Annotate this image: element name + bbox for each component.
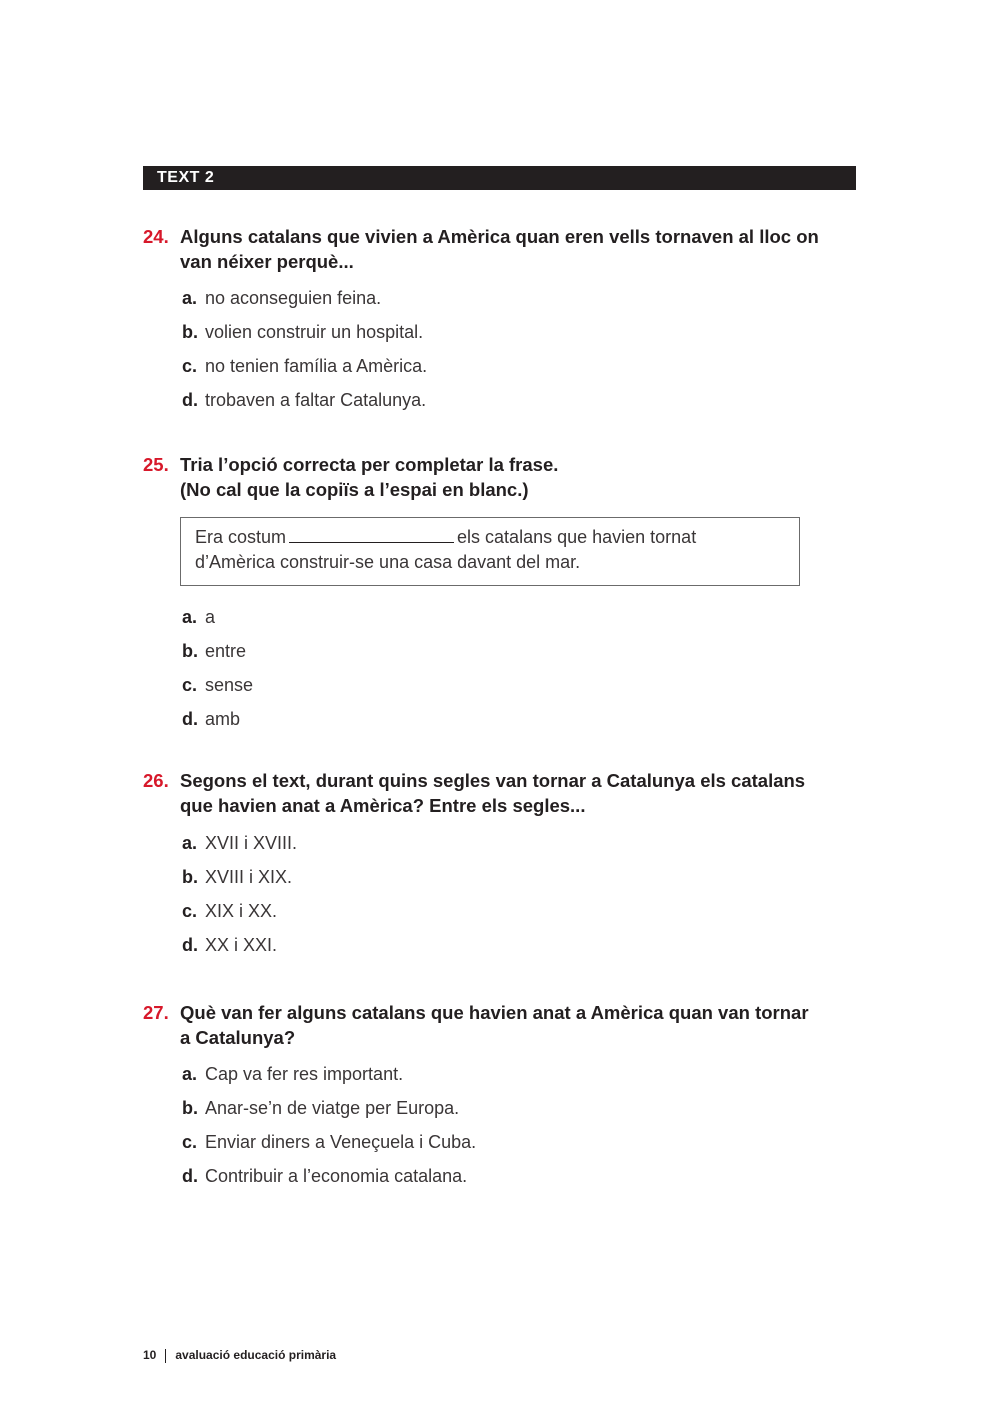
question-text-line-1: Què van fer alguns catalans que havien anat a Amèrica quan van tornar [180,1002,809,1023]
question-25 [143,452,863,736]
sentence-line-1 [195,525,785,550]
option-text: sense [205,675,254,695]
option-d[interactable] [182,928,863,962]
question-27 [143,1000,863,1193]
option-letter: a. [182,833,198,853]
question-text-line-1: Alguns catalans que vivien a Amèrica quan eren vells tornaven al lloc on [180,226,819,247]
question-heading [143,768,863,818]
option-text: XX i XXI. [205,935,278,955]
option-letter: d. [182,935,198,955]
sentence-after: els catalans que havien tornat [457,527,697,547]
option-a[interactable] [182,600,863,634]
options-list [143,826,863,962]
option-c[interactable] [182,349,863,383]
question-heading [143,452,863,502]
option-c[interactable] [182,1125,863,1159]
option-letter: d. [182,390,198,410]
question-text-line-2: van néixer perquè... [180,251,354,272]
option-text: XIX i XX. [205,901,278,921]
question-24 [143,224,863,417]
option-letter: b. [182,867,198,887]
page-number: 10 [143,1348,157,1362]
question-number: 26. [143,770,169,791]
option-text: trobaven a faltar Catalunya. [205,390,427,410]
option-letter: c. [182,675,198,695]
option-d[interactable] [182,383,863,417]
section-title: TEXT 2 [157,169,215,186]
question-number: 24. [143,226,169,247]
option-a[interactable] [182,826,863,860]
question-number: 27. [143,1002,169,1023]
option-text: Contribuir a l’economia catalana. [205,1166,468,1186]
option-letter: a. [182,607,198,627]
option-letter: c. [182,356,198,376]
options-list [143,281,863,417]
option-b[interactable] [182,1091,863,1125]
question-text-line-1: Segons el text, durant quins segles van tornar a Catalunya els catalans [180,770,806,791]
option-letter: a. [182,1064,198,1084]
option-b[interactable] [182,634,863,668]
option-text: no aconseguien feina. [205,288,382,308]
page-footer [143,1348,336,1363]
option-text: entre [205,641,247,661]
option-text: XVIII i XIX. [205,867,293,887]
option-text: volien construir un hospital. [205,322,424,342]
fill-blank [289,526,454,543]
sentence-line-2: d’Amèrica construir-se una casa davant del mar. [195,552,581,572]
question-text-line-1: Tria l’opció correcta per completar la frase. [180,454,559,475]
question-text-line-2: a Catalunya? [180,1027,296,1048]
option-letter: b. [182,641,198,661]
option-letter: d. [182,1166,198,1186]
question-number: 25. [143,454,169,475]
option-text: no tenien família a Amèrica. [205,356,428,376]
option-d[interactable] [182,702,863,736]
option-b[interactable] [182,315,863,349]
option-letter: c. [182,1132,198,1152]
sentence-before: Era costum [195,527,287,547]
option-text: Anar-se’n de viatge per Europa. [205,1098,460,1118]
option-a[interactable] [182,1057,863,1091]
option-b[interactable] [182,860,863,894]
sentence-box [180,517,800,586]
section-header-bar [143,166,856,190]
option-c[interactable] [182,894,863,928]
option-c[interactable] [182,668,863,702]
option-text: XVII i XVIII. [205,833,298,853]
option-text: Enviar diners a Veneçuela i Cuba. [205,1132,477,1152]
footer-divider [165,1349,166,1363]
option-a[interactable] [182,281,863,315]
option-d[interactable] [182,1159,863,1193]
option-letter: b. [182,322,198,342]
question-heading [143,224,863,274]
options-list [143,600,863,736]
option-letter: c. [182,901,198,921]
question-26 [143,768,863,962]
options-list [143,1057,863,1193]
option-text: a [205,607,216,627]
question-text-line-2: que havien anat a Amèrica? Entre els segles... [180,795,586,816]
question-heading [143,1000,863,1050]
option-letter: d. [182,709,198,729]
option-letter: a. [182,288,198,308]
question-text-line-2: (No cal que la copiïs a l’espai en blanc.) [180,479,529,500]
footer-label: avaluació educació primària [175,1348,337,1362]
option-text: Cap va fer res important. [205,1064,404,1084]
option-text: amb [205,709,241,729]
option-letter: b. [182,1098,198,1118]
